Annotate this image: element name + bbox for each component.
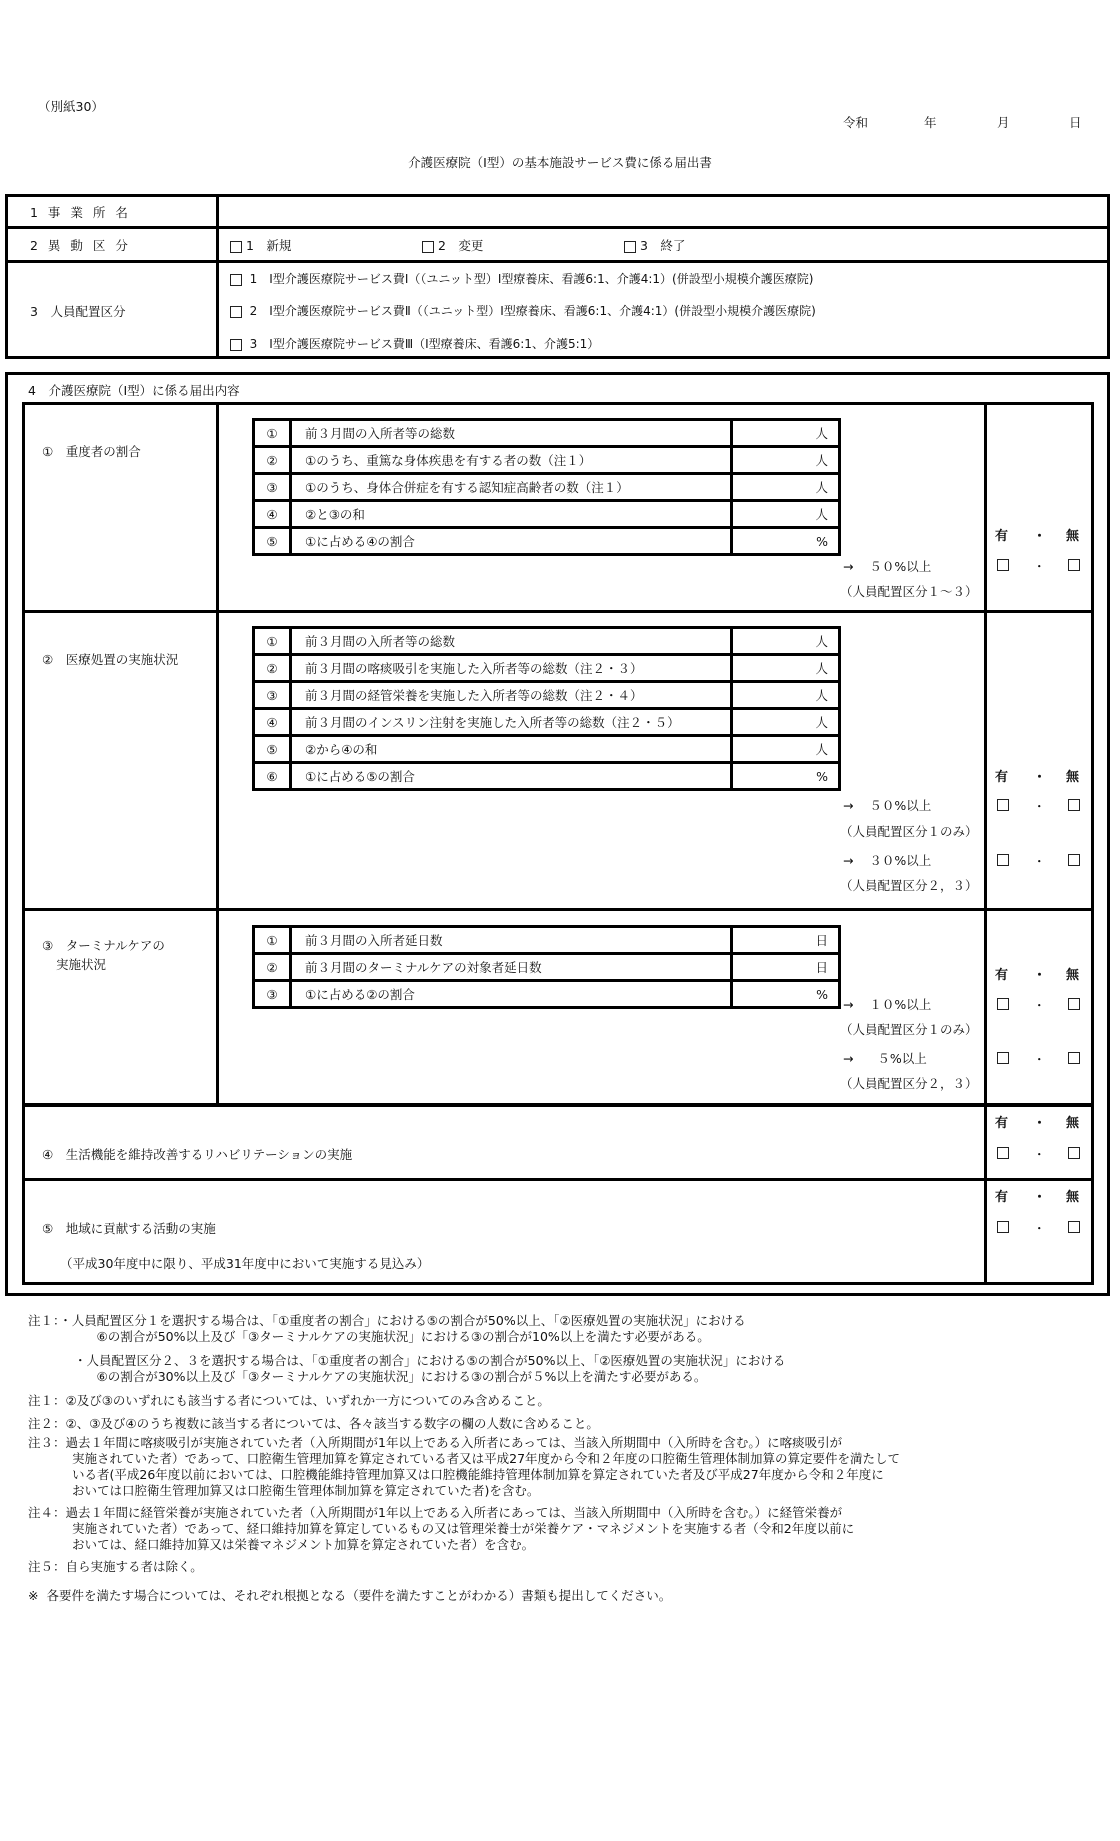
medical-threshold-1-scope: （人員配置区分１のみ）	[840, 824, 978, 839]
checkbox-icon[interactable]	[422, 241, 434, 253]
row-label: 前３月間のターミナルケアの対象者延日数	[291, 954, 732, 981]
table-row	[254, 447, 840, 474]
date-year[interactable]: 年	[924, 115, 937, 130]
table-row	[254, 763, 840, 790]
row-number: ①	[254, 420, 291, 447]
value-field[interactable]: 人	[732, 501, 840, 528]
terminal-table	[252, 925, 841, 1009]
date-era: 令和	[843, 115, 869, 130]
table-row	[254, 628, 840, 655]
date-month[interactable]: 月	[997, 115, 1010, 130]
severe-threshold: → ５０%以上	[843, 559, 932, 574]
table-row	[254, 682, 840, 709]
separator-dot: ・	[1033, 529, 1047, 544]
rehab-yes-label: 有	[995, 1116, 1009, 1131]
value-field[interactable]: %	[732, 981, 840, 1008]
value-field[interactable]: %	[732, 763, 840, 790]
community-no-checkbox[interactable]	[1068, 1221, 1080, 1233]
change-option-modify[interactable]: 2 変更	[422, 236, 483, 254]
value-field[interactable]: 人	[732, 709, 840, 736]
row-label: ①に占める②の割合	[291, 981, 732, 1008]
page-title: 介護医療院（Ⅰ型）の基本施設サービス費に係る届出書	[408, 155, 712, 170]
rehab-no-label: 無	[1066, 1116, 1080, 1131]
value-field[interactable]: 人	[732, 447, 840, 474]
note-1a: 注１：・人員配置区分１を選択する場合は、「①重度者の割合」における⑤の割合が50%以上、「②医療処置の実施状況」における ⑥の割合が50%以上及び「③ターミナルケアの実施状況」における③の割合が10%以上を満たす必要がある。	[28, 1313, 746, 1344]
rehab-label: ④ 生活機能を維持改善するリハビリテーションの実施	[42, 1147, 353, 1162]
row-label: ②から④の和	[291, 736, 732, 763]
medical-threshold-2-scope: （人員配置区分２，３）	[840, 878, 978, 893]
separator-dot: ・	[1033, 1221, 1046, 1236]
value-field[interactable]: 人	[732, 682, 840, 709]
separator-dot: ・	[1033, 1147, 1046, 1162]
rehab-yes-checkbox[interactable]	[997, 1147, 1009, 1159]
row-number: ④	[254, 501, 291, 528]
row-number: ②	[254, 655, 291, 682]
row-number: ③	[254, 474, 291, 501]
row-label: 前３月間の経管栄養を実施した入所者等の総数（注２・４）	[291, 682, 732, 709]
row-number: ①	[254, 628, 291, 655]
value-field[interactable]: 人	[732, 474, 840, 501]
severe-yes-checkbox[interactable]	[997, 559, 1009, 571]
table-row	[254, 981, 840, 1008]
value-field[interactable]: 人	[732, 420, 840, 447]
terminal-threshold-1: → １０%以上	[843, 997, 932, 1012]
attachment-number: （別紙30）	[38, 99, 104, 114]
staffing-label: 3 人員配置区分	[30, 304, 126, 319]
medical-yes-label: 有	[995, 770, 1009, 785]
row-label: ①に占める⑤の割合	[291, 763, 732, 790]
table-row	[254, 954, 840, 981]
severe-no-checkbox[interactable]	[1068, 559, 1080, 571]
note-3: 注３：過去１年間に喀痰吸引が実施されていた者（入所期間が1年以上である入所者にあっては、当該入所期間中（入所時を含む。）に喀痰吸引が 実施されていた者）であって、口腔衛生管理加算を算定されている者又は平成27年度から令和２年度の口腔衛生管理体制加算の算定要件を満たして いる者(平成26年度以前においては、口腔機能維持管理加算又は口腔機能維持管理体制加算を算定されていた者及び平成27年度から令和２年度に おいては口腔衛生管理加算又は口腔衛生管理体制加算を算定されていた者)を含む。	[28, 1435, 901, 1498]
terminal-label: ③ ターミナルケアの	[42, 938, 165, 953]
table-row	[254, 927, 840, 954]
change-type-label: 2 異 動 区 分	[30, 238, 131, 253]
terminal-2-no-checkbox[interactable]	[1068, 1052, 1080, 1064]
row-label: ①のうち、身体合併症を有する認知症高齢者の数（注１）	[291, 474, 732, 501]
separator-dot: ・	[1033, 1116, 1047, 1131]
change-option-end[interactable]: 3 終了	[624, 236, 685, 254]
row-label: 前３月間の入所者等の総数	[291, 628, 732, 655]
separator-dot: ・	[1033, 968, 1047, 983]
date-day[interactable]: 日	[1069, 115, 1082, 130]
medical-2-yes-checkbox[interactable]	[997, 854, 1009, 866]
separator-dot: ・	[1033, 799, 1046, 814]
severe-table	[252, 418, 841, 556]
staffing-option-1[interactable]: 1 Ⅰ型介護医療院サービス費Ⅰ（（ユニット型）Ⅰ型療養床、看護6:1、介護4:1）(併設型小規模介護医療院)	[230, 270, 813, 287]
row-number: ⑥	[254, 763, 291, 790]
checkbox-icon[interactable]	[230, 274, 242, 286]
terminal-threshold-2-scope: （人員配置区分２，３）	[840, 1076, 978, 1091]
office-name-field[interactable]	[222, 198, 1102, 224]
table-row	[254, 736, 840, 763]
separator-dot: ・	[1033, 559, 1046, 574]
table-row	[254, 420, 840, 447]
separator-dot: ・	[1033, 770, 1047, 785]
severe-no-label: 無	[1066, 529, 1080, 544]
checkbox-icon[interactable]	[230, 241, 242, 253]
note-2: 注２：②、③及び④のうち複数に該当する者については、各々該当する数字の欄の人数に含めること。	[28, 1416, 599, 1431]
office-name-label: 1 事 業 所 名	[30, 205, 131, 220]
row-number: ③	[254, 682, 291, 709]
terminal-threshold-1-scope: （人員配置区分１のみ）	[840, 1022, 978, 1037]
community-yes-label: 有	[995, 1190, 1009, 1205]
community-yes-checkbox[interactable]	[997, 1221, 1009, 1233]
terminal-2-yes-checkbox[interactable]	[997, 1052, 1009, 1064]
note-1c: 注１：②及び③のいずれにも該当する者については、いずれか一方についてのみ含めること。	[28, 1393, 550, 1408]
separator-dot: ・	[1033, 1190, 1047, 1205]
table-row	[254, 655, 840, 682]
medical-threshold-1: → ５０%以上	[843, 798, 932, 813]
medical-no-label: 無	[1066, 770, 1080, 785]
row-label: ②と③の和	[291, 501, 732, 528]
table-row	[254, 528, 840, 555]
note-1b: ・人員配置区分２、３を選択する場合は、「①重度者の割合」における⑤の割合が50%以上、「②医療処置の実施状況」における ⑥の割合が30%以上及び「③ターミナルケアの実施状況」における③の割合が５%以上を満たす必要がある。	[74, 1353, 786, 1384]
row-number: ⑤	[254, 736, 291, 763]
terminal-yes-label: 有	[995, 968, 1009, 983]
row-label: 前３月間の入所者等の総数	[291, 420, 732, 447]
table-row	[254, 709, 840, 736]
row-label: 前３月間の喀痰吸引を実施した入所者等の総数（注２・３）	[291, 655, 732, 682]
terminal-no-label: 無	[1066, 968, 1080, 983]
medical-label: ② 医療処置の実施状況	[42, 652, 179, 667]
severe-label: ① 重度者の割合	[42, 444, 141, 459]
note-documents: ※ 各要件を満たす場合については、それぞれ根拠となる（要件を満たすことがわかる）書類も提出してください。	[28, 1588, 672, 1603]
medical-threshold-2: → ３０%以上	[843, 853, 932, 868]
staffing-option-3[interactable]: 3 Ⅰ型介護医療院サービス費Ⅲ（Ⅰ型療養床、看護6:1、介護5:1）	[230, 335, 599, 352]
table-row	[254, 474, 840, 501]
row-label: 前３月間のインスリン注射を実施した入所者等の総数（注２・５）	[291, 709, 732, 736]
value-field[interactable]: 人	[732, 628, 840, 655]
severe-yes-label: 有	[995, 529, 1009, 544]
section4-title: 4 介護医療院（Ⅰ型）に係る届出内容	[28, 383, 240, 398]
row-number: ①	[254, 927, 291, 954]
terminal-threshold-2: → ５%以上	[843, 1051, 927, 1066]
severe-threshold-scope: （人員配置区分１～３）	[840, 584, 978, 599]
terminal-label-2: 実施状況	[56, 957, 107, 972]
community-sub: （平成30年度中に限り、平成31年度中において実施する見込み）	[60, 1256, 430, 1271]
separator-dot: ・	[1033, 854, 1046, 869]
row-number: ②	[254, 447, 291, 474]
rehab-no-checkbox[interactable]	[1068, 1147, 1080, 1159]
table-row	[254, 501, 840, 528]
checkbox-icon[interactable]	[230, 339, 242, 351]
checkbox-icon[interactable]	[230, 306, 242, 318]
value-field[interactable]: 人	[732, 736, 840, 763]
separator-dot: ・	[1033, 998, 1046, 1013]
medical-1-yes-checkbox[interactable]	[997, 799, 1009, 811]
row-label: ①に占める④の割合	[291, 528, 732, 555]
medical-table	[252, 626, 841, 791]
note-4: 注４：過去１年間に経管栄養が実施されていた者（入所期間が1年以上である入所者にあっては、当該入所期間中（入所時を含む。）に経管栄養が 実施されていた者）であって、経口維持加算を算定しているもの又は管理栄養士が栄養ケア・マネジメントを実施する者（令和2年度以前に おいては、経口維持加算又は栄養マネジメント加算を算定されていた者）を含む。	[28, 1505, 855, 1552]
note-5: 注５：自ら実施する者は除く。	[28, 1559, 203, 1574]
staffing-option-2[interactable]: 2 Ⅰ型介護医療院サービス費Ⅱ（（ユニット型）Ⅰ型療養床、看護6:1、介護4:1）(併設型小規模介護医療院)	[230, 302, 816, 319]
checkbox-icon[interactable]	[624, 241, 636, 253]
terminal-1-yes-checkbox[interactable]	[997, 998, 1009, 1010]
community-label: ⑤ 地域に貢献する活動の実施	[42, 1221, 216, 1236]
row-number: ③	[254, 981, 291, 1008]
change-option-new[interactable]: 1 新規	[230, 236, 291, 254]
row-number: ⑤	[254, 528, 291, 555]
value-field[interactable]: 日	[732, 927, 840, 954]
row-number: ④	[254, 709, 291, 736]
row-number: ②	[254, 954, 291, 981]
value-field[interactable]: 日	[732, 954, 840, 981]
value-field[interactable]: %	[732, 528, 840, 555]
medical-1-no-checkbox[interactable]	[1068, 799, 1080, 811]
value-field[interactable]: 人	[732, 655, 840, 682]
terminal-1-no-checkbox[interactable]	[1068, 998, 1080, 1010]
community-no-label: 無	[1066, 1190, 1080, 1205]
row-label: 前３月間の入所者延日数	[291, 927, 732, 954]
medical-2-no-checkbox[interactable]	[1068, 854, 1080, 866]
row-label: ①のうち、重篤な身体疾患を有する者の数（注１）	[291, 447, 732, 474]
separator-dot: ・	[1033, 1052, 1046, 1067]
